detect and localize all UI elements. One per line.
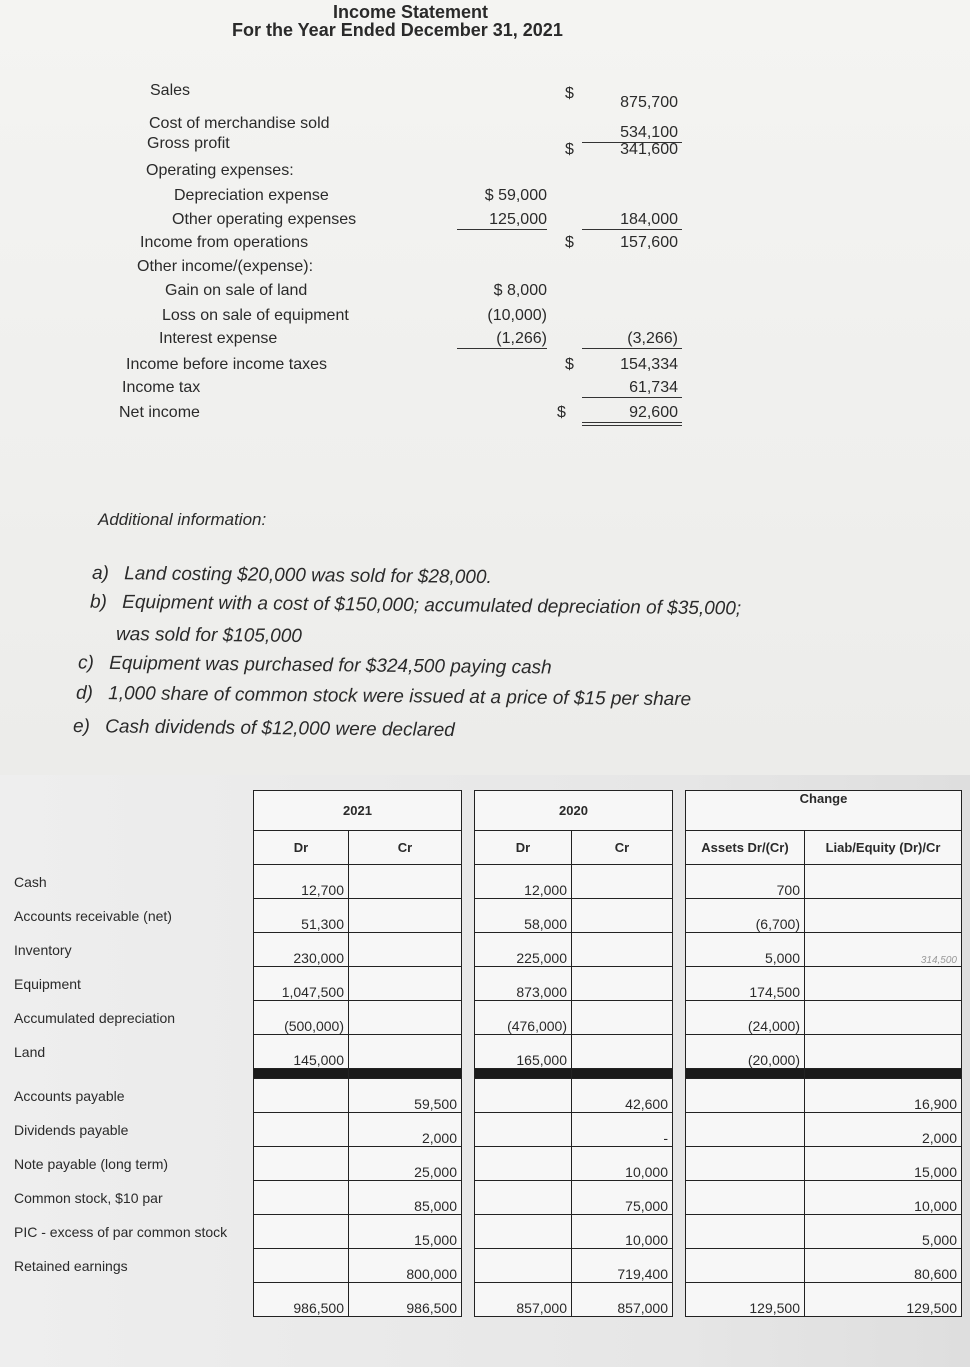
statement-value-col1: 125,000 — [457, 211, 547, 230]
gap — [462, 865, 475, 899]
cell-c21 — [349, 967, 462, 1001]
cell-d21 — [254, 1181, 349, 1215]
statement-value-col3: 875,700 — [620, 94, 678, 111]
statement-line-label: Income before income taxes — [126, 356, 327, 373]
gap — [673, 1147, 686, 1181]
bar-cell — [254, 1069, 349, 1079]
cell-change-liab-equity — [805, 865, 962, 899]
asset-row — [10, 967, 962, 1001]
statement-value-col3: 61,734 — [582, 379, 682, 398]
year-2021-header: 2021 — [254, 791, 462, 831]
cell-d21: 145,000 — [254, 1035, 349, 1069]
gap — [462, 1147, 475, 1181]
cell-change-liab-equity — [805, 899, 962, 933]
cell-c21: 2,000 — [349, 1113, 462, 1147]
cell-c21: 986,500 — [349, 1283, 462, 1317]
additional-item — [92, 563, 492, 589]
liability-equity-row — [10, 1181, 962, 1215]
asset-row — [10, 1035, 962, 1069]
cell-d20: 58,000 — [475, 899, 572, 933]
cell-d21: 51,300 — [254, 899, 349, 933]
statement-line-label: Net income — [119, 404, 200, 421]
bar-cell — [349, 1069, 462, 1079]
statement-line-label: Other income/(expense): — [137, 258, 314, 275]
bar-cell — [805, 1069, 962, 1079]
statement-line-label: Operating expenses: — [146, 162, 294, 179]
gap — [462, 1113, 475, 1147]
cell-c20 — [572, 865, 673, 899]
statement-line-label: Loss on sale of equipment — [162, 307, 349, 324]
cell-d20: 225,000 — [475, 933, 572, 967]
gap — [673, 967, 686, 1001]
gap — [673, 899, 686, 933]
cell-d20 — [475, 1079, 572, 1113]
account-label: Cash — [14, 873, 47, 890]
statement-value-col1: (1,266) — [457, 330, 547, 349]
statement-line-label: Income from operations — [140, 234, 309, 251]
totals-row — [10, 1283, 962, 1317]
account-label: Note payable (long term) — [14, 1155, 169, 1172]
cell-c21: 25,000 — [349, 1147, 462, 1181]
gap — [462, 1181, 475, 1215]
cell-c20: 42,600 — [572, 1079, 673, 1113]
cell-change-liab-equity: 314,500 — [805, 933, 962, 967]
statement-value-col3: 534,100 — [582, 124, 682, 143]
dollar-sign: $ — [565, 141, 574, 158]
year-2020-header: 2020 — [475, 791, 673, 831]
cell-change-assets — [686, 1249, 805, 1283]
gap — [462, 1001, 475, 1035]
cell-c21: 85,000 — [349, 1181, 462, 1215]
statement-line-label: Other operating expenses — [172, 211, 357, 228]
cell-change-liab-equity: 15,000 — [805, 1147, 962, 1181]
liability-equity-row — [10, 1215, 962, 1249]
cell-d21: 1,047,500 — [254, 967, 349, 1001]
cell-change-assets: 129,500 — [686, 1283, 805, 1317]
cell-c20 — [572, 1001, 673, 1035]
gap — [673, 865, 686, 899]
account-label — [10, 1283, 254, 1317]
gap — [673, 1001, 686, 1035]
item-text: 1,000 share of common stock were issued at a price of $15 per share — [108, 683, 692, 711]
item-letter: e) — [72, 716, 96, 738]
asset-row — [10, 1001, 962, 1035]
gap — [462, 899, 475, 933]
account-label: Inventory — [14, 941, 72, 958]
cell-d21 — [254, 1147, 349, 1181]
statement-value-col3: 184,000 — [582, 211, 682, 230]
gap — [462, 1283, 475, 1317]
cell-c20 — [572, 967, 673, 1001]
cell-d20: 165,000 — [475, 1035, 572, 1069]
label-spacer — [10, 1069, 254, 1079]
gap — [462, 933, 475, 967]
account-label: Accounts receivable (net) — [14, 907, 172, 924]
cr-header: Cr — [349, 831, 462, 865]
cell-c21: 800,000 — [349, 1249, 462, 1283]
gap — [673, 831, 686, 865]
gap — [462, 831, 475, 865]
cell-change-liab-equity: 80,600 — [805, 1249, 962, 1283]
statement-value-col1: (10,000) — [487, 307, 547, 324]
bar-cell — [475, 1069, 572, 1079]
cr-header: Cr — [572, 831, 673, 865]
item-text: Cash dividends of $12,000 were declared — [105, 716, 455, 741]
cell-d20 — [475, 1215, 572, 1249]
cell-d21 — [254, 1249, 349, 1283]
gap — [673, 1069, 686, 1079]
gap — [673, 1079, 686, 1113]
asset-row — [10, 899, 962, 933]
dr-header: Dr — [475, 831, 572, 865]
gap — [673, 1215, 686, 1249]
statement-value-col3: 92,600 — [582, 404, 682, 426]
cell-c21 — [349, 899, 462, 933]
account-label: Dividends payable — [14, 1121, 129, 1138]
account-label: Common stock, $10 par — [14, 1189, 163, 1206]
statement-subtitle: For the Year Ended December 31, 2021 — [232, 20, 563, 40]
cell-change-liab-equity: 10,000 — [805, 1181, 962, 1215]
cell-change-liab-equity — [805, 1035, 962, 1069]
cell-change-assets: (6,700) — [686, 899, 805, 933]
liability-equity-row — [10, 1079, 962, 1113]
cell-d20 — [475, 1249, 572, 1283]
cell-d20 — [475, 1147, 572, 1181]
cell-c20: 857,000 — [572, 1283, 673, 1317]
cell-change-assets: (24,000) — [686, 1001, 805, 1035]
bar-cell — [572, 1069, 673, 1079]
cell-d21 — [254, 1215, 349, 1249]
account-label: Accumulated depreciation — [14, 1009, 176, 1026]
gap — [673, 933, 686, 967]
cell-c20 — [572, 1035, 673, 1069]
gap — [462, 967, 475, 1001]
cell-c20: 719,400 — [572, 1249, 673, 1283]
cell-d20: 857,000 — [475, 1283, 572, 1317]
cell-change-assets: 700 — [686, 865, 805, 899]
cell-c20: 75,000 — [572, 1181, 673, 1215]
dr-header: Dr — [254, 831, 349, 865]
bar-cell — [686, 1069, 805, 1079]
gap — [673, 1181, 686, 1215]
cell-change-assets — [686, 1113, 805, 1147]
gap — [462, 791, 475, 831]
additional-item — [116, 624, 302, 648]
liab-equity-change-header: Liab/Equity (Dr)/Cr — [805, 831, 962, 865]
label-spacer — [10, 831, 254, 865]
gap — [462, 1215, 475, 1249]
account-label: Retained earnings — [14, 1257, 128, 1274]
subheader-row — [10, 831, 962, 865]
change-header: Change — [686, 791, 962, 831]
cell-c21 — [349, 1001, 462, 1035]
cell-change-assets — [686, 1181, 805, 1215]
statement-value-col3: 341,600 — [620, 141, 678, 158]
cell-c20 — [572, 899, 673, 933]
dollar-sign: $ — [565, 356, 574, 373]
statement-line-label: Cost of merchandise sold — [149, 115, 330, 132]
statement-value-col3: 154,334 — [620, 356, 678, 373]
gap — [673, 1283, 686, 1317]
asset-row — [10, 933, 962, 967]
item-text: Land costing $20,000 was sold for $28,000. — [124, 563, 492, 589]
cell-change-liab-equity — [805, 1001, 962, 1035]
dollar-sign: $ — [557, 404, 566, 421]
gap — [673, 1035, 686, 1069]
account-label: PIC - excess of par common stock — [14, 1223, 228, 1240]
statement-title: Income Statement — [333, 2, 489, 22]
account-label: Equipment — [14, 975, 81, 992]
item-letter: d) — [75, 682, 99, 705]
cell-c21 — [349, 933, 462, 967]
statement-value-col3: (3,266) — [582, 330, 682, 349]
cell-change-liab-equity: 16,900 — [805, 1079, 962, 1113]
gap — [673, 1249, 686, 1283]
cell-d20 — [475, 1181, 572, 1215]
cell-change-liab-equity: 2,000 — [805, 1113, 962, 1147]
cell-c21: 15,000 — [349, 1215, 462, 1249]
cell-c20: - — [572, 1113, 673, 1147]
cell-change-assets — [686, 1215, 805, 1249]
item-text: Equipment with a cost of $150,000; accumulated depreciation of $35,000; — [122, 591, 742, 620]
cell-c20: 10,000 — [572, 1215, 673, 1249]
dollar-sign: $ — [565, 85, 574, 102]
gap — [673, 791, 686, 831]
cell-change-assets: 174,500 — [686, 967, 805, 1001]
statement-line-label: Gain on sale of land — [165, 282, 308, 299]
gap — [462, 1069, 475, 1079]
statement-line-label: Depreciation expense — [174, 187, 329, 204]
cell-d21 — [254, 1113, 349, 1147]
liability-equity-row — [10, 1147, 962, 1181]
cell-d20 — [475, 1113, 572, 1147]
assets-change-header: Assets Dr/(Cr) — [686, 831, 805, 865]
cell-d21: 12,700 — [254, 865, 349, 899]
label-spacer — [10, 791, 254, 831]
asset-row — [10, 865, 962, 899]
cell-d21 — [254, 1079, 349, 1113]
item-letter: a) — [91, 562, 115, 585]
cell-d21: (500,000) — [254, 1001, 349, 1035]
cell-d20: 873,000 — [475, 967, 572, 1001]
cell-c21 — [349, 865, 462, 899]
statement-line-label: Gross profit — [147, 135, 230, 152]
cell-c21 — [349, 1035, 462, 1069]
cell-change-liab-equity: 129,500 — [805, 1283, 962, 1317]
liability-equity-row — [10, 1249, 962, 1283]
statement-line-label: Sales — [150, 82, 191, 99]
account-label: Land — [14, 1043, 46, 1060]
item-text: Equipment was purchased for $324,500 paying cash — [109, 652, 552, 679]
worksheet-table — [10, 790, 962, 1317]
cell-change-liab-equity: 5,000 — [805, 1215, 962, 1249]
gap — [462, 1079, 475, 1113]
cell-d21: 986,500 — [254, 1283, 349, 1317]
gap — [673, 1113, 686, 1147]
cell-change-liab-equity — [805, 967, 962, 1001]
item-letter: c) — [77, 652, 100, 674]
cell-c21: 59,500 — [349, 1079, 462, 1113]
item-text: was sold for $105,000 — [115, 624, 303, 647]
cell-d20: (476,000) — [475, 1001, 572, 1035]
statement-value-col1: $ 59,000 — [484, 187, 547, 204]
statement-value-col3: 157,600 — [620, 234, 678, 251]
dollar-sign: $ — [565, 234, 574, 251]
liability-equity-row — [10, 1113, 962, 1147]
statement-value-col1: $ 8,000 — [493, 282, 547, 299]
statement-line-label: Income tax — [122, 379, 201, 396]
separator-bar — [10, 1069, 962, 1079]
gap — [462, 1249, 475, 1283]
cell-change-assets — [686, 1079, 805, 1113]
cell-d20: 12,000 — [475, 865, 572, 899]
cell-change-assets: (20,000) — [686, 1035, 805, 1069]
header-row — [10, 791, 962, 831]
cell-c20 — [572, 933, 673, 967]
statement-line-label: Interest expense — [159, 330, 278, 347]
item-letter: b) — [89, 591, 113, 613]
account-label: Accounts payable — [14, 1087, 125, 1104]
additional-heading: Additional information: — [98, 510, 267, 529]
cell-d21: 230,000 — [254, 933, 349, 967]
gap — [462, 1035, 475, 1069]
additional-item — [73, 716, 455, 742]
cell-change-assets: 5,000 — [686, 933, 805, 967]
cell-c20: 10,000 — [572, 1147, 673, 1181]
cell-change-assets — [686, 1147, 805, 1181]
